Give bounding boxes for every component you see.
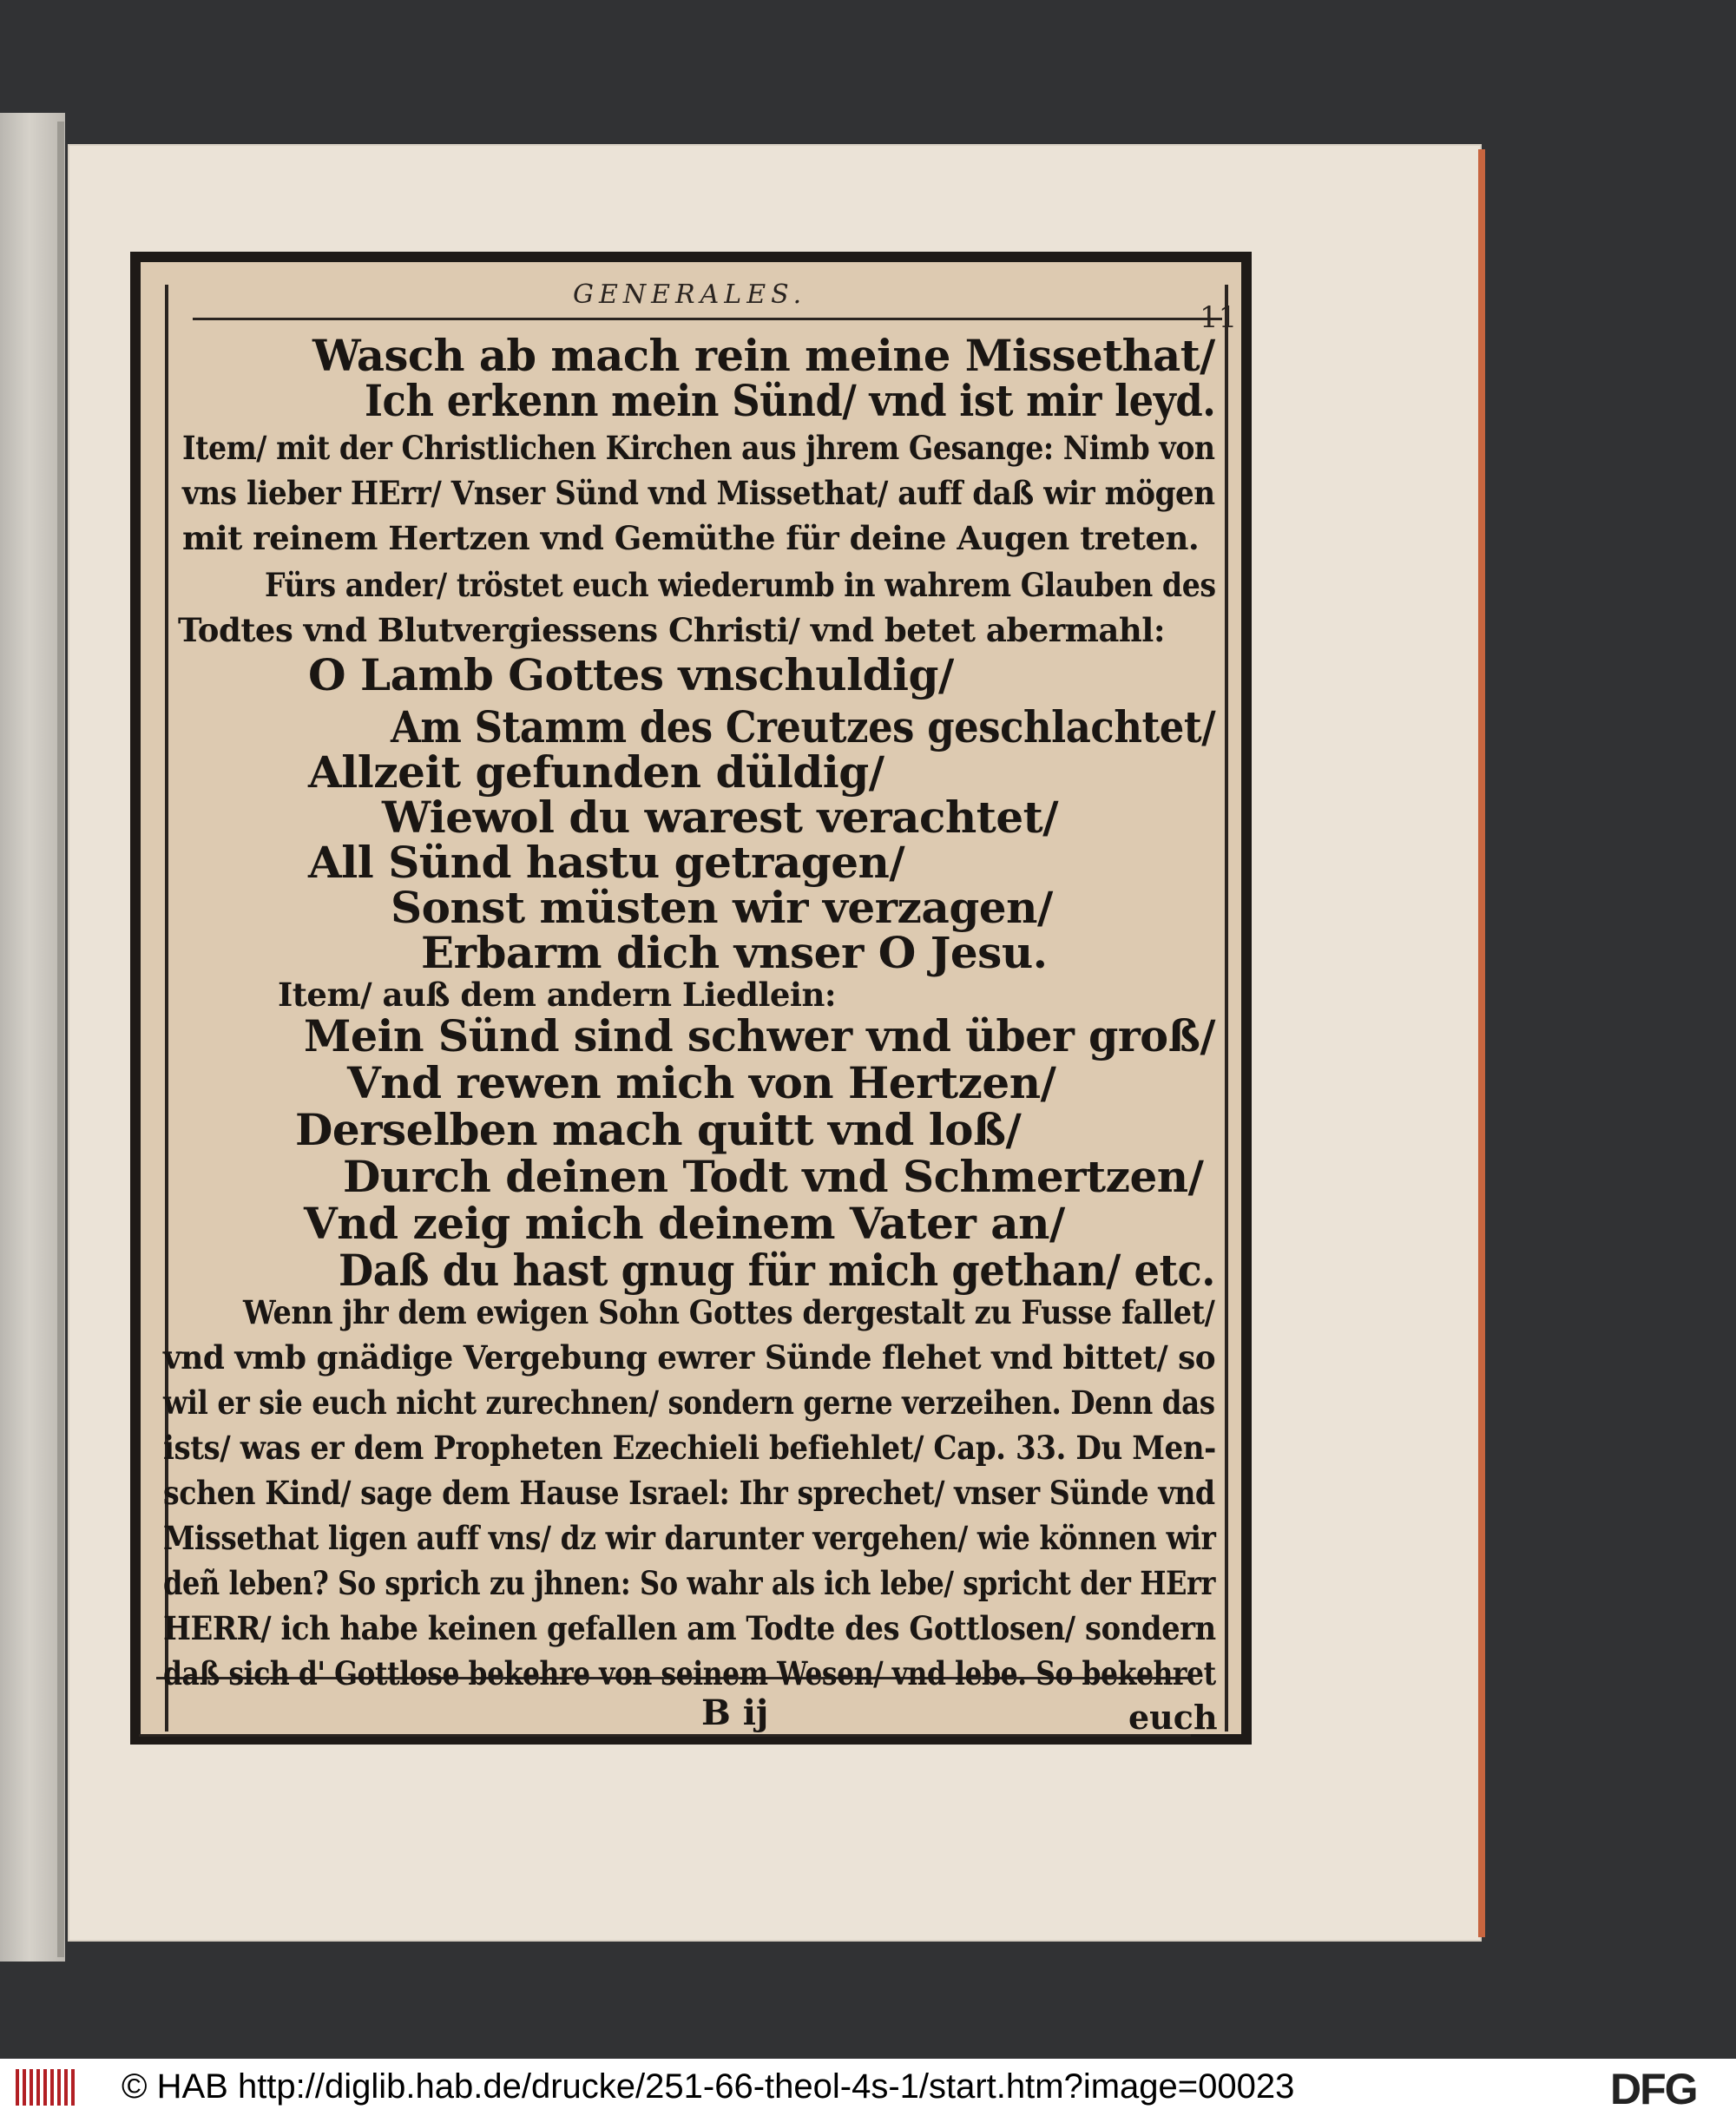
text-line: Wiewol du warest verachtet/ bbox=[382, 792, 1059, 843]
signature-mark: B ij bbox=[701, 1692, 769, 1733]
copyright-link[interactable]: © HAB http://diglib.hab.de/drucke/251-66-theol-4s-1/start.htm?image=00023 bbox=[122, 2067, 1295, 2106]
text-line: Fürs ander/ tröstet euch wiederumb in wahrem Glauben des bbox=[265, 566, 1216, 604]
adjacent-page bbox=[0, 113, 65, 1962]
page-number: 11 bbox=[1200, 300, 1238, 335]
text-line: ists/ was er dem Propheten Ezechieli befiehlet/ Cap. 33. Du Men- bbox=[163, 1429, 1216, 1467]
text-line: Durch deinen Todt vnd Schmertzen/ bbox=[343, 1151, 1204, 1202]
text-line: Daß du hast gnug für mich gethan/ etc. bbox=[339, 1245, 1215, 1296]
text-line: Sonst müsten wir verzagen/ bbox=[391, 882, 1053, 933]
text-line: wil er sie euch nicht zurechnen/ sondern gerne verzeihen. Denn das bbox=[163, 1383, 1215, 1422]
header-rule bbox=[193, 318, 1222, 320]
text-line: Ich erkenn mein Sünd/ vnd ist mir leyd. bbox=[365, 375, 1216, 426]
dfg-logo: DFG bbox=[1610, 2065, 1697, 2113]
text-line: Vnd zeig mich deinem Vater an/ bbox=[304, 1198, 1065, 1249]
attribution-bar bbox=[0, 2059, 1736, 2116]
text-line: Todtes vnd Blutvergiessens Christi/ vnd betet abermahl: bbox=[178, 611, 1166, 649]
bottom-rule bbox=[139, 1734, 1191, 1737]
page-red-edge bbox=[1478, 149, 1485, 1937]
text-line: deñ leben? So sprich zu jhnen: So wahr als ich lebe/ spricht der HErr bbox=[163, 1564, 1215, 1602]
text-line: daß sich d' Gottlose bekehre von seinem Wesen/ vnd lebe. So bekehret bbox=[163, 1654, 1216, 1692]
text-line: schen Kind/ sage dem Hause Israel: Ihr sprechet/ vnser Sünde vnd bbox=[163, 1474, 1215, 1512]
text-line: O Lamb Gottes vnschuldig/ bbox=[308, 649, 954, 700]
adjacent-page-edge bbox=[57, 122, 64, 1957]
text-line: Wasch ab mach rein meine Missethat/ bbox=[312, 330, 1215, 381]
text-line: Missethat ligen auff vns/ dz wir darunter vergehen/ wie können wir bbox=[163, 1519, 1216, 1557]
text-line: Allzeit gefunden düldig/ bbox=[308, 746, 884, 798]
catchword: euch bbox=[1128, 1698, 1218, 1737]
text-line: Wenn jhr dem ewigen Sohn Gottes dergestalt zu Fusse fallet/ bbox=[243, 1293, 1215, 1331]
running-head: GENERALES. bbox=[573, 279, 807, 310]
barcode-icon bbox=[16, 2069, 76, 2106]
text-line: All Sünd hastu getragen/ bbox=[308, 837, 905, 888]
text-line: vnd vmb gnädige Vergebung ewrer Sünde flehet vnd bittet/ so bbox=[163, 1338, 1216, 1377]
text-line: Item/ auß dem andern Liedlein: bbox=[278, 976, 837, 1014]
text-line: Erbarm dich vnser O Jesu. bbox=[421, 927, 1048, 978]
text-line: vns lieber HErr/ Vnser Sünd vnd Missethat/ auff daß wir mögen bbox=[182, 474, 1215, 512]
text-line: HERR/ ich habe keinen gefallen am Todte des Gottlosen/ sondern bbox=[163, 1609, 1216, 1647]
text-line: Mein Sünd sind schwer vnd über groß/ bbox=[304, 1010, 1215, 1061]
text-line: Am Stamm des Creutzes geschlachtet/ bbox=[391, 701, 1216, 752]
text-line: Item/ mit der Christlichen Kirchen aus jhrem Gesange: Nimb von bbox=[182, 429, 1215, 467]
text-line: mit reinem Hertzen vnd Gemüthe für deine Augen treten. bbox=[182, 519, 1200, 557]
text-line: Vnd rewen mich von Hertzen/ bbox=[347, 1057, 1056, 1108]
text-line: Derselben mach quitt vnd loß/ bbox=[295, 1104, 1022, 1155]
